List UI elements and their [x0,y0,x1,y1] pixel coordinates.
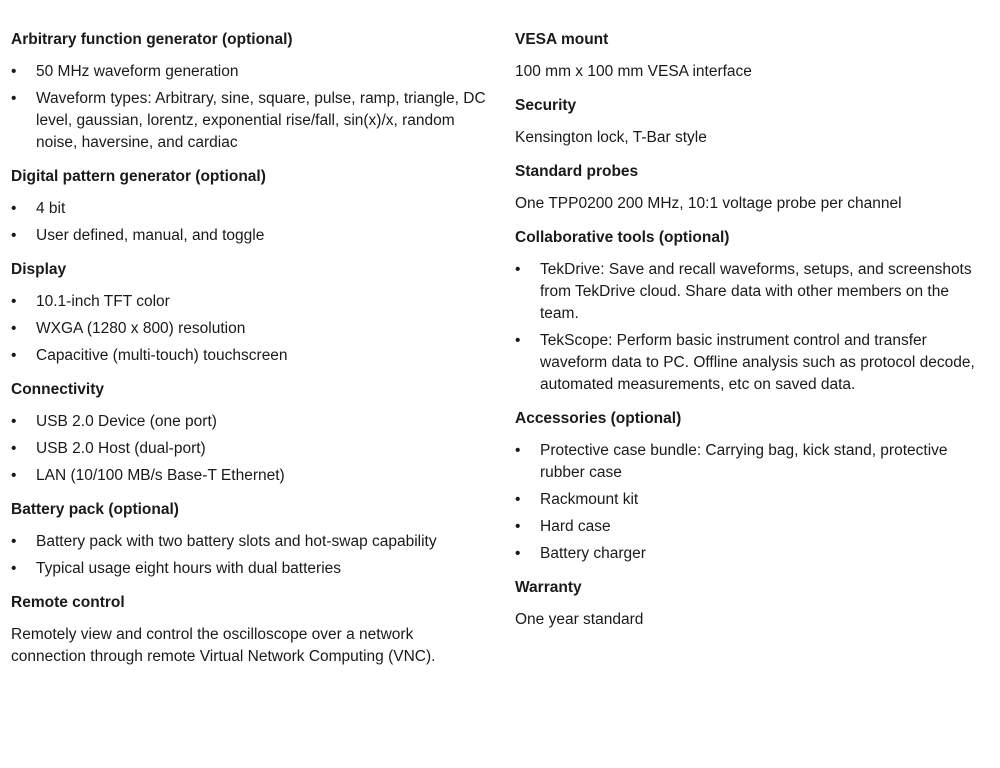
section-heading: Battery pack (optional) [11,501,179,518]
list-item [11,531,491,553]
left-column [11,29,491,680]
right-column [515,29,990,643]
list-item [515,516,990,538]
section-heading: Digital pattern generator (optional) [11,168,266,185]
list-item-text: WXGA (1280 x 800) resolution [36,320,246,337]
bullet-icon: • [515,332,521,349]
bullet-icon: • [515,442,521,459]
section-heading: Accessories (optional) [515,410,682,427]
list-item-text: TekScope: Perform basic instrument control and transfer waveform data to PC. Offline analysis such as protocol decode, automated measurements, etc on saved data. [540,332,975,393]
section-text: Kensington lock, T-Bar style [515,129,707,146]
list-item-text: USB 2.0 Device (one port) [36,413,217,430]
list-item [515,330,990,396]
bullet-icon: • [11,320,17,337]
list-item [515,259,990,325]
bullet-icon: • [11,533,17,550]
bullet-icon: • [515,491,521,508]
list-item-text: Capacitive (multi-touch) touchscreen [36,347,288,364]
section-text: One TPP0200 200 MHz, 10:1 voltage probe per channel [515,195,902,212]
bullet-icon: • [515,545,521,562]
bullet-icon: • [11,413,17,430]
list-item [515,489,990,511]
list-item-text: Battery charger [540,545,646,562]
bullet-icon: • [11,90,17,107]
section-accessories [515,408,990,565]
list-item-text: LAN (10/100 MB/s Base-T Ethernet) [36,467,285,484]
bullet-icon: • [11,440,17,457]
bullet-icon: • [11,200,17,217]
bullet-icon: • [11,467,17,484]
section-collaborative-tools [515,227,990,396]
section-heading: Arbitrary function generator (optional) [11,31,293,48]
list-item [11,411,491,433]
section-heading: Connectivity [11,381,105,398]
list-item-text: Protective case bundle: Carrying bag, kick stand, protective rubber case [540,442,948,481]
section-heading: Warranty [515,579,582,596]
list-item-text: User defined, manual, and toggle [36,227,265,244]
list-item [11,558,491,580]
list-item-text: Rackmount kit [540,491,639,508]
list-item-text: 50 MHz waveform generation [36,63,239,80]
section-arbitrary-function-generator [11,29,491,154]
section-text: 100 mm x 100 mm VESA interface [515,63,752,80]
section-standard-probes [515,161,990,215]
list-item-text: 10.1-inch TFT color [36,293,170,310]
bullet-list [11,411,491,487]
bullet-icon: • [515,518,521,535]
bullet-list [11,61,491,154]
section-vesa-mount [515,29,990,83]
bullet-icon: • [11,227,17,244]
section-heading: Standard probes [515,163,639,180]
bullet-list [515,259,990,396]
section-text: One year standard [515,611,644,628]
section-connectivity [11,379,491,487]
list-item [11,61,491,83]
list-item-text: Hard case [540,518,611,535]
bullet-list [515,440,990,565]
list-item [11,318,491,340]
bullet-icon: • [11,347,17,364]
list-item [11,465,491,487]
section-battery-pack [11,499,491,580]
bullet-icon: • [515,261,521,278]
section-security [515,95,990,149]
bullet-icon: • [11,560,17,577]
list-item-text: 4 bit [36,200,66,217]
bullet-list [11,291,491,367]
section-digital-pattern-generator [11,166,491,247]
list-item [515,440,990,484]
section-text: Remotely view and control the oscilloscope over a network connection through remote Virtual Network Computing (VNC). [11,626,436,665]
bullet-icon: • [11,293,17,310]
list-item [515,543,990,565]
section-heading: Remote control [11,594,125,611]
bullet-icon: • [11,63,17,80]
section-warranty [515,577,990,631]
section-heading: VESA mount [515,31,609,48]
section-heading: Security [515,97,577,114]
list-item [11,88,491,154]
list-item-text: Waveform types: Arbitrary, sine, square, pulse, ramp, triangle, DC level, gaussian, lorentz, exponential rise/fall, sin(x)/x, random noise, haversine, and cardiac [36,90,486,151]
list-item-text: USB 2.0 Host (dual-port) [36,440,206,457]
list-item [11,438,491,460]
bullet-list [11,531,491,580]
list-item-text: TekDrive: Save and recall waveforms, setups, and screenshots from TekDrive cloud. Share data with other members on the team. [540,261,972,322]
list-item [11,225,491,247]
list-item-text: Typical usage eight hours with dual batteries [36,560,342,577]
section-heading: Display [11,261,67,278]
section-display [11,259,491,367]
section-remote-control [11,592,491,668]
list-item [11,198,491,220]
bullet-list [11,198,491,247]
section-heading: Collaborative tools (optional) [515,229,730,246]
list-item [11,291,491,313]
list-item [11,345,491,367]
list-item-text: Battery pack with two battery slots and hot-swap capability [36,533,437,550]
